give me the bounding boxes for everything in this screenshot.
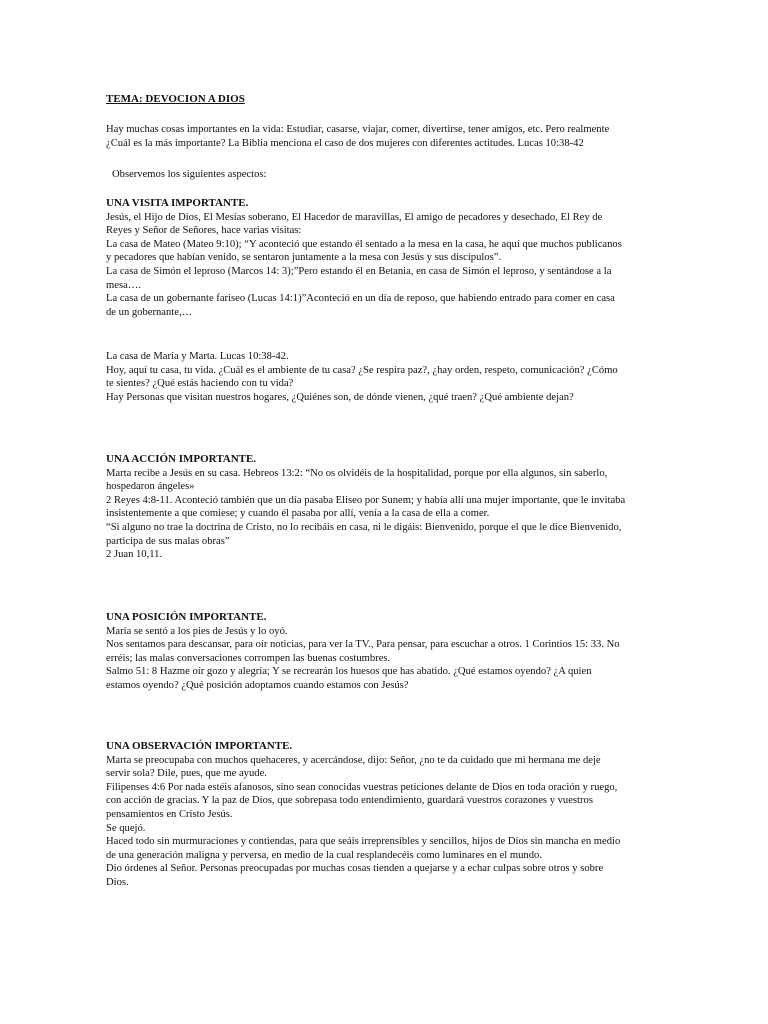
text-line: Filipenses 4:6 Por nada estéis afanosos, sino sean conocidas vuestras peticiones delante de Dios en toda oración y ruego,	[106, 781, 618, 793]
text-line: Dio órdenes al Señor. Personas preocupadas por muchas cosas tienden a quejarse y a echar culpas sobre otros y sobre	[106, 863, 604, 875]
text-line: Jesús, el Hijo de Dios, El Mesías soberano, El Hacedor de maravillas, El amigo de pecadores y desechado, El Rey de	[106, 211, 603, 223]
text-line: Se quejó.	[106, 822, 146, 834]
text-line: Nos sentamos para descansar, para oír noticias, para ver la TV., Para pensar, para escuchar a otros. 1 Corintios 15: 33. No	[106, 639, 620, 651]
section-visita	[106, 197, 666, 319]
text-line: La casa de María y Marta. Lucas 10:38-42.	[106, 351, 289, 362]
text-line: Hay muchas cosas importantes en la vida: Estudiar, casarse, viajar, comer, divertirse, tener amigos, etc. Pero realmente	[106, 124, 610, 135]
text-line: Hoy, aquí tu casa, tu vida. ¿Cuál es el ambiente de tu casa? ¿Se respira paz?, ¿hay orden, respeto, comunicación? ¿Cómo	[106, 364, 618, 376]
text-line: 2 Reyes 4:8-11. Aconteció también que un día pasaba Eliseo por Sunem; y había allí una mujer importante, que le invitaba	[106, 494, 626, 506]
text-line: servir sola? Dile, pues, que me ayude.	[106, 768, 267, 780]
section-posicion	[106, 611, 666, 693]
text-line: participa de sus malas obras”	[106, 535, 230, 547]
text-line: Dios.	[106, 876, 129, 888]
text-line: Salmo 51: 8 Hazme oír gozo y alegría; Y se recrearán los huesos que has abatido. ¿Qué estamos oyendo? ¿A quien	[106, 666, 592, 678]
text-line: Hay Personas que visitan nuestros hogares, ¿Quiénes son, de dónde vienen, ¿qué traen? ¿Qué ambiente dejan?	[106, 391, 574, 403]
text-line: Marta recibe a Jesús en su casa. Hebreos 13:2: “No os olvidéis de la hospitalidad, porque por ella algunos, sin saberlo,	[106, 467, 608, 479]
text-line: La casa de Simón el leproso (Marcos 14: 3);”Pero estando él en Betania, en casa de Simón el leproso, y sentándose a la	[106, 265, 612, 277]
text-line: Reyes y Señor de Señores, hace varias visitas:	[106, 225, 302, 237]
text-line: Haced todo sin murmuraciones y contiendas, para que seáis irreprensibles y sencillos, hijos de Dios sin mancha en medio	[106, 836, 621, 848]
section-heading: UNA OBSERVACIÓN IMPORTANTE.	[106, 740, 293, 752]
section-visita-continued	[106, 350, 666, 404]
text-line: estamos oyendo? ¿Qué posición adoptamos cuando estamos con Jesús?	[106, 679, 409, 691]
text-line: 2 Juan 10,11.	[106, 549, 163, 561]
text-line: y pecadores que habían venido, se sentaron juntamente a la mesa con Jesús y sus discípulos”.	[106, 252, 502, 264]
text-line: María se sentó a los pies de Jesús y lo oyó.	[106, 625, 288, 637]
text-line: te sientes? ¿Qué estás haciendo con tu vida?	[106, 378, 294, 390]
document-title: TEMA: DEVOCION A DIOS	[106, 93, 245, 105]
text-line: La casa de Mateo (Mateo 9:10); “Y aconteció que estando él sentado a la mesa en la casa, he aquí que muchos publicanos	[106, 238, 622, 250]
text-line: hospedaron ángeles»	[106, 481, 195, 493]
text-line: Marta se preocupaba con muchos quehaceres, y acercándose, dijo: Señor, ¿no te da cuidado que mi hermana me deje	[106, 754, 601, 766]
text-line: Observemos los siguientes aspectos:	[112, 169, 267, 180]
text-line: ¿Cuál es la más importante? La Biblia menciona el caso de dos mujeres con diferentes actitudes. Lucas 10:38-42	[106, 137, 584, 149]
text-line: La casa de un gobernante fariseo (Lucas 14:1)”Aconteció en un día de reposo, que habiendo entrado para comer en casa	[106, 293, 615, 305]
text-line: con acción de gracias. Y la paz de Dios, que sobrepasa todo entendimiento, guardará vuestros corazones y vuestros	[106, 795, 593, 807]
intro-paragraph	[106, 123, 666, 150]
observe-line	[112, 168, 672, 182]
text-line: mesa….	[106, 279, 142, 291]
section-observacion	[106, 740, 666, 890]
section-accion	[106, 453, 666, 562]
section-heading: UNA POSICIÓN IMPORTANTE.	[106, 611, 267, 623]
section-heading: UNA VISITA IMPORTANTE.	[106, 197, 249, 209]
text-line: insistentemente a que comiese; y cuando él pasaba por allí, venía a la casa de ella a comer.	[106, 508, 490, 520]
text-line: “Si alguno no trae la doctrina de Cristo, no lo recibáis en casa, ni le digáis: Bienvenido, porque el que le dice Bienvenido,	[106, 521, 622, 533]
text-line: de una generación maligna y perversa, en medio de la cual resplandecéis como luminares en el mundo.	[106, 849, 542, 861]
text-line: pensamientos en Cristo Jesús.	[106, 808, 233, 820]
text-line: erréis; las malas conversaciones corrompen las buenas costumbres.	[106, 652, 391, 664]
section-heading: UNA ACCIÓN IMPORTANTE.	[106, 453, 257, 465]
text-line: de un gobernante,…	[106, 306, 193, 318]
